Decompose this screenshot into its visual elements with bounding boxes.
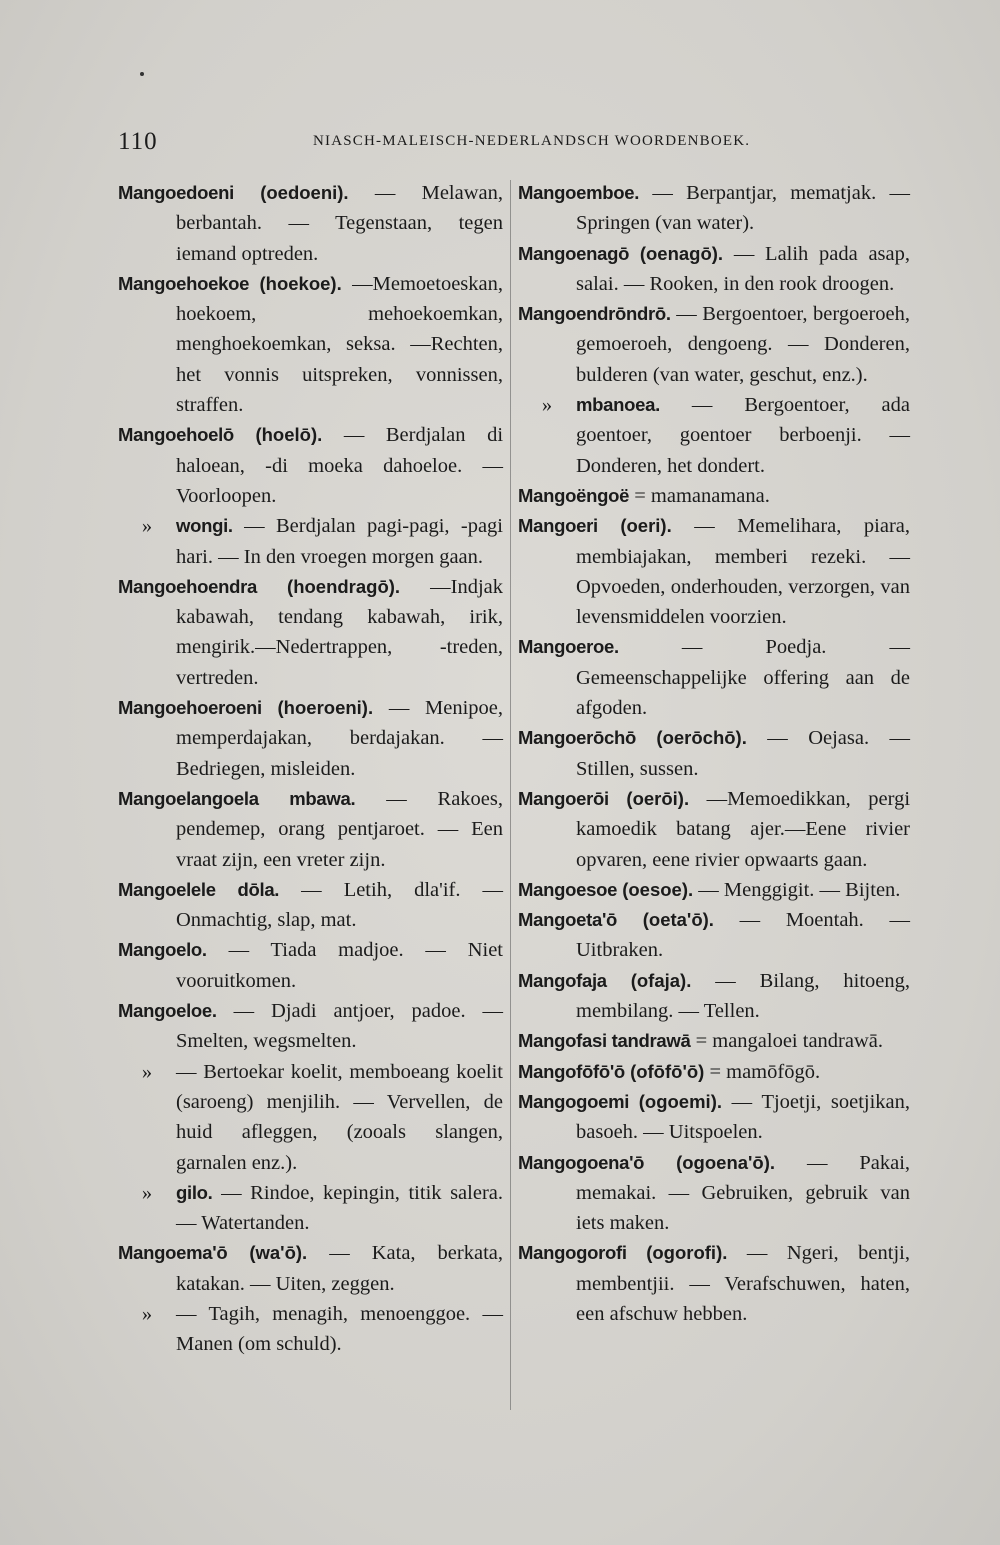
entry-definition: — Menipoe, memperdajakan, berdajakan. — Bedriegen, misleiden. bbox=[176, 697, 504, 780]
column-divider bbox=[510, 180, 511, 1410]
entry-definition: — Lalih pada asap, salai. — Rooken, in den rook droogen. bbox=[576, 242, 911, 295]
entry-root: (wa'ō). bbox=[249, 1242, 308, 1264]
dictionary-entry bbox=[518, 1238, 910, 1329]
entry-headword: Mangofaja bbox=[518, 969, 607, 991]
sub-entry bbox=[118, 1178, 503, 1239]
continuation-mark: » bbox=[541, 394, 553, 417]
entry-definition: — Djadi antjoer, padoe. — Smelten, wegsmelten. bbox=[176, 1000, 504, 1053]
entry-root: (ogorofi). bbox=[646, 1242, 728, 1264]
continuation-mark: » bbox=[141, 1060, 153, 1083]
sub-entry bbox=[518, 390, 910, 481]
entry-root: (ofōfō'ō) bbox=[630, 1060, 705, 1082]
dictionary-entry bbox=[518, 875, 910, 905]
dictionary-entry bbox=[118, 875, 503, 936]
sub-entry bbox=[118, 1299, 503, 1360]
dictionary-entry bbox=[118, 996, 503, 1057]
dictionary-entry bbox=[518, 784, 910, 875]
entry-root: (hoeroeni). bbox=[277, 697, 374, 719]
dictionary-entry bbox=[518, 1026, 910, 1056]
dictionary-entry bbox=[118, 1238, 503, 1299]
entry-definition: — Rakoes, pendemep, orang pentjaroet. — Een vraat zijn, een vreter zijn. bbox=[176, 787, 503, 871]
continuation-mark: » bbox=[141, 1302, 153, 1325]
entry-headword: gilo. bbox=[176, 1181, 213, 1203]
entry-definition: — Menggigit. — Bijten. bbox=[698, 878, 901, 901]
entry-definition: = mangaloei tandrawā. bbox=[695, 1030, 884, 1053]
entry-headword: Mangoehoendra bbox=[118, 575, 257, 597]
entry-headword: Mangoendrōndrō. bbox=[518, 303, 671, 325]
entry-headword: Mangogoena'ō bbox=[518, 1151, 645, 1173]
entry-headword: Mangoerōi bbox=[518, 787, 609, 809]
entry-definition: — Kata, berkata, katakan. — Uiten, zeggen. bbox=[176, 1242, 503, 1295]
entry-root: (hoekoe). bbox=[259, 272, 342, 294]
dictionary-entry bbox=[518, 905, 910, 966]
dictionary-entry bbox=[118, 935, 503, 996]
dictionary-entry bbox=[518, 1057, 910, 1087]
entry-headword: Mangoedoeni bbox=[118, 182, 234, 203]
entry-definition: —Memoetoeskan, hoekoem, mehoekoemkan, menghoekoemkan, seksa. —Rechten, het vonnis uitspreken, vonnissen, straffen. bbox=[176, 272, 504, 417]
entry-definition: — Bertoekar koelit, memboeang koelit (saroeng) menjilih. — Vervellen, de huid afleggen, (zooals slangen, garnalen enz.). bbox=[176, 1060, 503, 1174]
entry-root: (ogoena'ō). bbox=[676, 1151, 776, 1173]
entry-root: (oeta'ō). bbox=[642, 909, 714, 931]
page-header bbox=[118, 128, 908, 158]
continuation-mark: » bbox=[141, 1181, 153, 1204]
entry-headword: Mangoelangoela mbawa. bbox=[118, 787, 356, 809]
entry-headword: Mangoelo. bbox=[118, 939, 207, 961]
entry-definition: — Berdjalan pagi-pagi, -pagi hari. — In den vroegen morgen gaan. bbox=[176, 515, 503, 568]
dictionary-entry bbox=[518, 239, 910, 300]
dictionary-entry bbox=[518, 966, 910, 1027]
entry-headword: Mangoemboe. bbox=[518, 182, 640, 203]
dictionary-entry bbox=[118, 420, 503, 511]
entry-headword: Mangoehoekoe bbox=[118, 272, 250, 294]
entry-root: (hoendragō). bbox=[287, 575, 401, 597]
entry-headword: Mangoerōchō bbox=[518, 727, 636, 749]
entry-definition: — Berdjalan di haloean, -di moeka dahoeloe. — Voorloopen. bbox=[176, 424, 504, 507]
entry-definition: — Bilang, hitoeng, membilang. — Tellen. bbox=[576, 969, 911, 1023]
entry-definition: — Oejasa. — Stillen, sussen. bbox=[576, 727, 911, 780]
entry-headword: Mangoëngoë bbox=[518, 484, 630, 506]
entry-definition: — Melawan, berbantah. — Tegenstaan, tegen iemand optreden. bbox=[176, 182, 504, 265]
entry-headword: wongi. bbox=[176, 515, 233, 537]
entry-root: (ogoemi). bbox=[638, 1090, 722, 1112]
entry-root: (oenagō). bbox=[639, 242, 724, 264]
entry-root: (oerōchō). bbox=[656, 727, 747, 749]
left-column bbox=[118, 178, 503, 1360]
page-number: 110 bbox=[118, 128, 158, 155]
dictionary-entry bbox=[518, 299, 910, 390]
entry-headword: Mangogorofi bbox=[518, 1242, 627, 1264]
entry-headword: Mangoesoe bbox=[518, 878, 618, 900]
entry-definition: — Tiada madjoe. — Niet vooruitkomen. bbox=[176, 939, 503, 992]
entry-headword: Mangoenagō bbox=[518, 242, 630, 264]
dictionary-entry bbox=[518, 178, 910, 239]
entry-definition: — Letih, dla'if. — Onmachtig, slap, mat. bbox=[176, 878, 503, 932]
entry-definition: — Tjoetji, soetjikan, basoeh. — Uitspoelen. bbox=[576, 1090, 911, 1144]
dictionary-entry bbox=[518, 723, 910, 784]
continuation-mark: » bbox=[141, 515, 153, 538]
entry-definition: — Poedja. — Gemeenschappelijke offering aan de afgoden. bbox=[576, 636, 911, 720]
entry-root: (oesoe). bbox=[622, 878, 694, 900]
sub-entry bbox=[118, 1057, 503, 1178]
entry-root: (oerōi). bbox=[626, 787, 690, 809]
entry-headword: Mangoehoelō bbox=[118, 424, 234, 446]
entry-definition: — Moentah. — Uitbraken. bbox=[576, 909, 910, 962]
dictionary-entry bbox=[118, 178, 503, 269]
dictionary-entry bbox=[118, 784, 503, 875]
entry-definition: — Berpantjar, mematjak. — Springen (van water). bbox=[576, 182, 911, 235]
entry-headword: Mangoelele dōla. bbox=[118, 878, 280, 900]
entry-definition: — Memelihara, piara, membiajakan, memberi rezeki. — Opvoeden, onderhouden, verzorgen, van levensmiddelen voorzien. bbox=[576, 515, 910, 629]
ink-speck bbox=[140, 72, 144, 76]
entry-definition: — Bergoentoer, bergoeroeh, gemoeroeh, dengoeng. — Donderen, bulderen (van water, geschut, enz.). bbox=[576, 303, 910, 386]
dictionary-entry bbox=[118, 269, 503, 420]
entry-root: (oeri). bbox=[620, 515, 672, 537]
entry-definition: — Tagih, menagih, menoenggoe. — Manen (om schuld). bbox=[176, 1302, 503, 1356]
entry-headword: Mangofōfō'ō bbox=[518, 1060, 625, 1082]
entry-root: (hoelō). bbox=[255, 424, 323, 446]
right-column bbox=[518, 178, 910, 1329]
dictionary-entry bbox=[518, 511, 910, 632]
entry-definition: —Indjak kabawah, tendang kabawah, irik, mengirik.—Nedertrappen, -treden, vertreden. bbox=[176, 575, 503, 689]
entry-headword: Mangoeroe. bbox=[518, 636, 619, 658]
entry-headword: Mangoeta'ō bbox=[518, 909, 618, 931]
entry-headword: Mangoeri bbox=[518, 515, 598, 537]
dictionary-entry bbox=[518, 632, 910, 723]
entry-headword: Mangofasi tandrawā bbox=[518, 1030, 691, 1052]
entry-headword: mbanoea. bbox=[576, 394, 660, 416]
entry-definition: —Memoedikkan, pergi kamoedik batang ajer.—Eene rivier opvaren, eene rivier opwaarts gaan. bbox=[576, 787, 911, 871]
entry-definition: — Bergoentoer, ada goentoer, goentoer berboenji. — Donderen, het dondert. bbox=[576, 394, 911, 477]
entry-headword: Mangoehoeroeni bbox=[118, 697, 262, 719]
entry-definition: = mamōfōgō. bbox=[709, 1060, 821, 1083]
sub-entry bbox=[118, 511, 503, 572]
entry-headword: Mangogoemi bbox=[518, 1090, 630, 1112]
dictionary-entry bbox=[518, 1087, 910, 1148]
entry-headword: Mangoeloe. bbox=[118, 1000, 217, 1022]
entry-definition: — Rindoe, kepingin, titik salera. — Watertanden. bbox=[176, 1181, 503, 1235]
entry-root: (ofaja). bbox=[630, 969, 692, 991]
dictionary-entry bbox=[118, 572, 503, 693]
entry-definition: — Pakai, memakai. — Gebruiken, gebruik van iets maken. bbox=[576, 1151, 911, 1235]
entry-headword: Mangoema'ō bbox=[118, 1242, 228, 1264]
dictionary-entry bbox=[518, 1148, 910, 1239]
running-title: NIASCH-MALEISCH-NEDERLANDSCH WOORDENBOEK. bbox=[313, 133, 751, 149]
entry-definition: = mamanamana. bbox=[634, 484, 770, 507]
dictionary-entry bbox=[518, 481, 910, 511]
entry-root: (oedoeni). bbox=[260, 182, 349, 203]
dictionary-entry bbox=[118, 693, 503, 784]
entry-definition: — Ngeri, bentji, membentjii. — Verafschuwen, haten, een afschuw hebben. bbox=[576, 1242, 910, 1325]
